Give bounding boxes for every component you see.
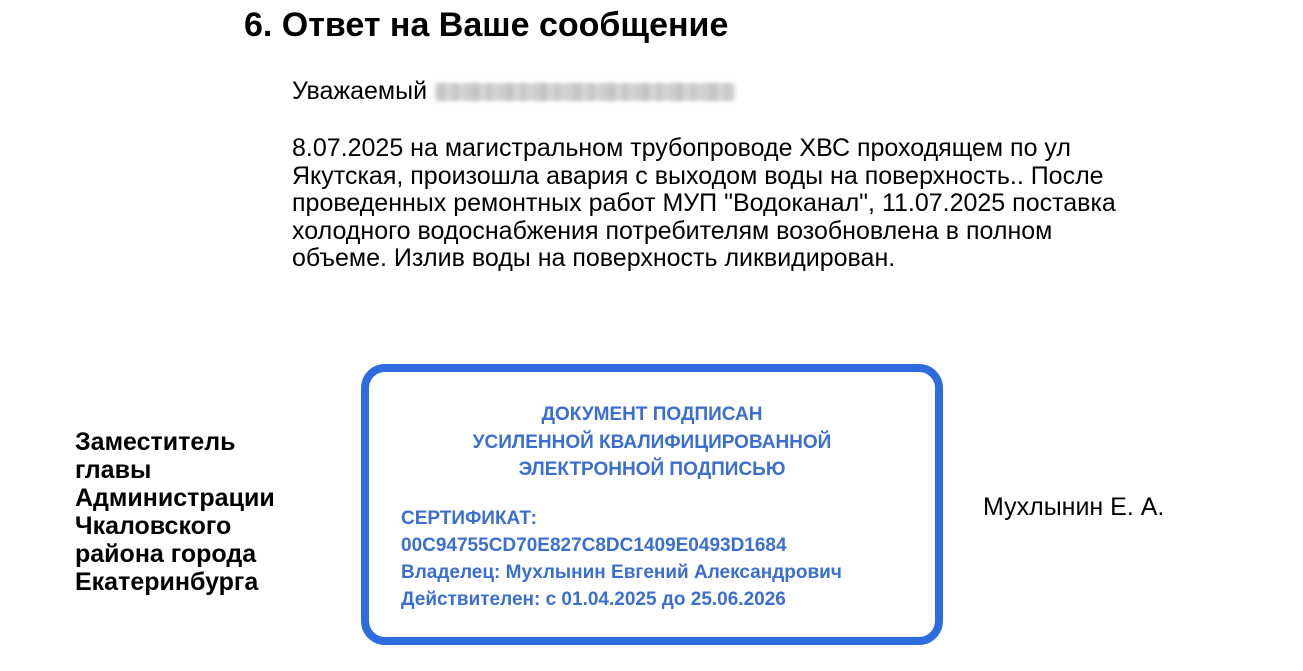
greeting xyxy=(292,75,735,107)
response-message xyxy=(292,135,1252,273)
signer-position-line: Заместитель xyxy=(75,428,236,456)
certificate-label: СЕРТИФИКАТ: xyxy=(401,508,538,529)
stamp-header-line: ДОКУМЕНТ ПОДПИСАН xyxy=(541,404,763,425)
signer-position-line: района города xyxy=(75,540,257,568)
signer-position-line: Чкаловского xyxy=(75,512,232,540)
message-line: 8.07.2025 на магистральном трубопроводе ХВС проходящем по ул xyxy=(292,134,1071,162)
electronic-signature-stamp xyxy=(361,364,943,645)
message-line: объеме. Излив воды на поверхность ликвидирован. xyxy=(292,244,896,272)
certificate-owner: Владелец: Мухлынин Евгений Александрович xyxy=(401,562,842,583)
stamp-header-line: УСИЛЕННОЙ КВАЛИФИЦИРОВАННОЙ xyxy=(472,431,832,453)
signer-position-line: главы xyxy=(75,456,152,484)
stamp-details xyxy=(401,505,842,613)
message-line: Якутская, произошла авария с выходом воды на поверхность.. После xyxy=(292,161,1104,190)
greeting-salutation: Уважаемый xyxy=(292,77,428,105)
stamp-header-line: ЭЛЕКТРОННОЙ ПОДПИСЬЮ xyxy=(518,459,786,480)
section-title: 6. Ответ на Ваше сообщение xyxy=(244,6,729,44)
redacted-recipient-name xyxy=(435,83,735,101)
stamp-header xyxy=(369,401,935,484)
signer-position xyxy=(75,428,305,596)
certificate-number: 00C94755CD70E827C8DC1409E0493D1684 xyxy=(401,535,787,556)
signer-position-line: Администрации xyxy=(75,484,275,512)
message-line: холодного водоснабжения потребителям возобновлена в полном xyxy=(292,216,1053,245)
signer-position-line: Екатеринбурга xyxy=(75,568,259,596)
message-line: проведенных ремонтных работ МУП "Водоканал", 11.07.2025 поставка xyxy=(292,189,1116,217)
signer-name: Мухлынин Е. А. xyxy=(983,493,1165,521)
certificate-validity: Действителен: с 01.04.2025 до 25.06.2026 xyxy=(401,589,786,610)
